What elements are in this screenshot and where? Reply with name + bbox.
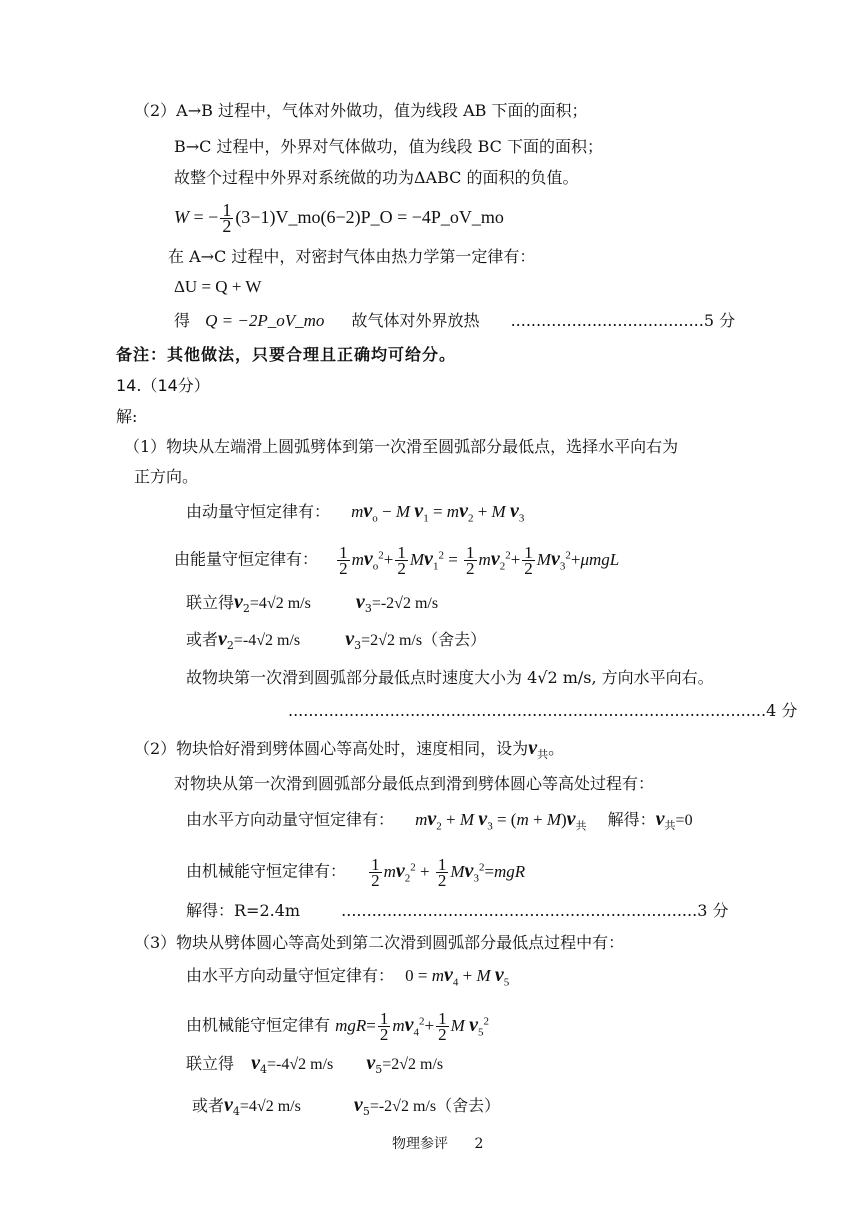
formula-work: W = − $\frac{1}{2}$ (3−1)V_mo(6−2)P_O = −4P_oV_mo (174, 200, 504, 237)
q14-p3-v4b: =4√2 m/s (239, 1098, 301, 1115)
q14-p2-mech-label: 由机械能守恒定律有： (186, 861, 347, 881)
part2-line5-post: 故气体对外界放热 (351, 311, 480, 330)
q14-p1-energy (174, 538, 619, 583)
momentum-equation-3: $0 = mv_4 + M$ $v_5$ (405, 964, 510, 989)
momentum-equation: $mv_o - M$ $v_1 = mv_2 + M$ $v_3$ (351, 500, 525, 525)
mechanical-equation: $\frac{1}{2}$ $mv_2^2$ + $\frac{1}{2}$ $Mv_3^2=mgR$ (371, 855, 526, 891)
grading-note: 备注：其他做法，只要合理且正确均可给分。 (116, 345, 457, 364)
q14-p1-v3b: =2√2 m/s（舍去） (361, 632, 487, 649)
q14-p2-solve: 解得： (607, 810, 656, 829)
footer-subject: 物理参评 (392, 1136, 448, 1152)
q14-p1-combine: 联立得$v_2=4√2$ m/s $v_3=-2√2$ m/s (186, 591, 439, 616)
q14-p1-combine-label: 联立得 (186, 593, 235, 612)
q14-p2-result-line (186, 900, 728, 922)
q14-p3-v5: =2√2 m/s (382, 1056, 444, 1073)
q14-p3-line1: （3）物块从劈体圆心等高处到第二次滑到圆弧部分最低点过程中有： (134, 933, 625, 952)
part2-line4: 在 A→C 过程中，对密封气体由热力学第一定律有： (168, 247, 536, 266)
page-number: 2 (474, 1136, 484, 1152)
part2-line3: 故整个过程中外界对系统做的功为ΔABC 的面积的负值。 (174, 168, 579, 187)
formula-work-rest: (3−1)V_mo(6−2)P_O = −4P_oV_mo (235, 207, 504, 227)
formula-heat: Q = −2P_oV_mo (205, 311, 325, 330)
energy-equation: $\frac{1}{2}$ $mv_o^2+$ $\frac{1}{2}$ $Mv_1^2$ = $\frac{1}{2}$ $mv_2^2+$ $\frac{1}{2}$ $Mv_3^2+\mu mgL$ (339, 543, 620, 579)
q14-p3-or: 或者$v_4=4√2$ m/s $v_5=-2√2$ m/s（舍去） (192, 1094, 501, 1119)
q14-p3-combine-label: 联立得 (186, 1054, 235, 1073)
q14-p3-mech-label: 由机械能守恒定律有 (186, 1015, 331, 1035)
part2-line5 (174, 310, 735, 332)
q14-p1-momentum (186, 500, 524, 529)
q14-p2-line1: （2）物块恰好滑到劈体圆心等高处时，速度相同，设为$v_共$。 (134, 737, 565, 762)
q14-p1-line2: 正方向。 (134, 467, 199, 486)
q14-p1-v2: =4√2 m/s (249, 595, 311, 612)
q14-p2-line2: 对物块从第一次滑到圆弧部分最低点到滑到劈体圆心等高处过程有： (174, 774, 655, 793)
q14-p1-or: 或者$v_2=-4√2$ m/s $v_3=2√2$ m/s（舍去） (186, 628, 487, 653)
q14-p3-mom-label: 由水平方向动量守恒定律有： (186, 966, 395, 985)
q14-p1-energy-label: 由能量守恒定律有： (174, 549, 319, 569)
q14-p2-mech (186, 850, 525, 895)
part2-line1: （2）A→B 过程中，气体对外做功，值为线段 AB 下面的面积； (134, 101, 588, 120)
q14-p2-momentum: 由水平方向动量守恒定律有： $mv_2 + M$ $v_3 = (m + M)v_共$ 解得：$v_共=0$ (186, 808, 693, 833)
q14-p1-score: ..............................................................................................4 分 (288, 701, 798, 720)
part2-line5-pre: 得 (174, 311, 191, 330)
q14-p2-mom-label: 由水平方向动量守恒定律有： (186, 810, 395, 829)
part2-line2: B→C 过程中，外界对气体做功，值为线段 BC 下面的面积； (174, 137, 603, 156)
q14-jie: 解: (116, 407, 138, 426)
mechanical-equation-3: mgR= $\frac{1}{2}$ $mv_4^2+$ $\frac{1}{2}$ M $v_5^2$ (335, 1009, 489, 1045)
q14-p2-score: ......................................................................3 分 (341, 901, 729, 920)
q14-p3-mech (186, 1004, 489, 1049)
q14-p1-or-label: 或者 (186, 630, 219, 649)
q14-p2-result: 解得：R=2.4m (186, 901, 301, 920)
q14-p1-v2b: =-4√2 m/s (233, 632, 301, 649)
q14-p1-conclusion: 故物块第一次滑到圆弧部分最低点时速度大小为 4√2 m/s, 方向水平向右。 (186, 668, 714, 687)
q14-p3-v5b: =-2√2 m/s（舍去） (369, 1098, 501, 1115)
q14-p1-line1: （1）物块从左端滑上圆弧劈体到第一次滑至圆弧部分最低点，选择水平向右为 (124, 437, 679, 456)
q14-p3-v4: =-4√2 m/s (267, 1056, 334, 1073)
part2-score: ......................................5 分 (510, 311, 736, 330)
footer (392, 1133, 483, 1155)
q14-p3-momentum (186, 964, 509, 993)
q14-p1-v3: =-2√2 m/s (371, 595, 439, 612)
momentum-equation-2: $mv_2 + M$ $v_3 = (m + M)v_共$ (415, 808, 587, 833)
q14-p1-mom-label: 由动量守恒定律有： (186, 502, 331, 521)
q14-p2-line1-text: （2）物块恰好滑到劈体圆心等高处时，速度相同，设为 (134, 739, 529, 758)
q14-title: 14.（14分） (116, 376, 210, 395)
q14-p3-or-label: 或者 (192, 1096, 225, 1115)
q14-p3-combine: 联立得 $v_4=-4√2$ m/s $v_5=2√2$ m/s (186, 1052, 444, 1077)
formula-first-law: ΔU = Q + W (174, 277, 262, 296)
